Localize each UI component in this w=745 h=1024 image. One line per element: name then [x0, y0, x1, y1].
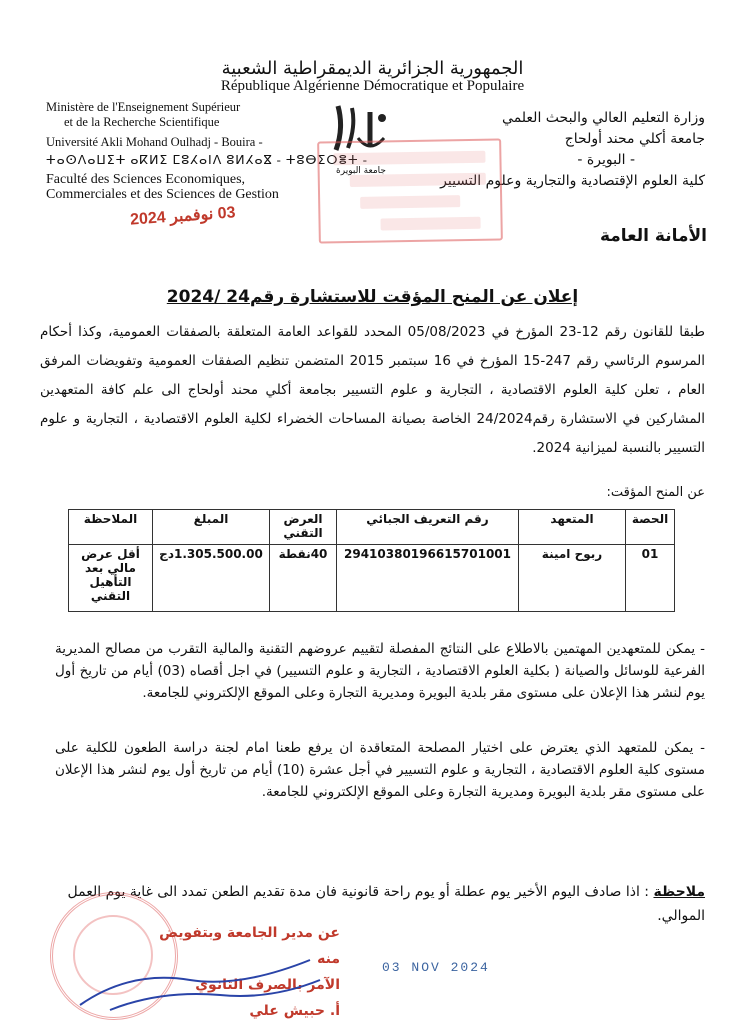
- university-name-tifinagh: ⵜⴰⵙⴷⴰⵡⵉⵜ ⴰⴽⵍⵉ ⵎⵓⵃⴰⵏⴷ ⵓⵍⵃⴰⴵ - ⵜⵓⴱⵉⵔⴻⵜ -: [46, 153, 368, 167]
- body-paragraph: [40, 318, 705, 463]
- republic-arabic: الجمهورية الجزائرية الديمقراطية الشعبية: [221, 58, 524, 79]
- date-stamp: 03 نوفمبر 2024: [129, 204, 237, 229]
- republic-french: République Algérienne Démocratique et Populaire: [220, 78, 525, 94]
- note-appeal-text: - يمكن للمتعهد الذي يعترض على اختيار المصلحة المتعاقدة ان يرفع طعنا امام لجنة دراسة الطعون للكلية على مستوى كلية العلوم الاقتصادية ، التجارية و علوم التسيير في أجل عشرة (10) أيام من تاريخ أول يوم لنشر هذا الإعلان على مستوى مقر بلدية البويرة ومديرية التجارة وعلى الموقع الإلكتروني للجامعة.: [55, 740, 705, 800]
- cell-bidder: ربوح امينة: [519, 545, 626, 612]
- col-technical: العرض التقني: [270, 510, 337, 545]
- table-header-row: [69, 510, 675, 545]
- cell-technical: 40نقطة: [270, 545, 337, 612]
- announcement-title: إعلان عن المنح المؤقت للاستشارة رقم24 /2024: [166, 287, 579, 307]
- col-lot: الحصة: [626, 510, 675, 545]
- ministry-line-2: et de la Recherche Scientifique: [64, 115, 220, 129]
- registration-stamp: [317, 138, 503, 243]
- award-table: [68, 509, 675, 612]
- signature-line-1: عن مدير الجامعة وبتفويض منه: [159, 925, 340, 967]
- col-amount: المبلغ: [153, 510, 270, 545]
- signature-line-3: أ. حبيش علي: [249, 1003, 340, 1019]
- cell-remark: أقل عرض مالي بعد التأهيل التقني: [69, 545, 153, 612]
- faculty-ar: كلية العلوم الإقتصادية والتجارية وعلوم التسيير: [440, 173, 705, 189]
- university-ar: جامعة أكلي محند أولحاج: [564, 131, 705, 147]
- note-appeal: [55, 737, 705, 803]
- remark-text: : اذا صادف اليوم الأخير يوم عطلة أو يوم راحة قانونية فان مدة تقديم الطعن تمدد الى غاية يوم العمل الموالي.: [67, 884, 705, 924]
- body-text: طبقا للقانون رقم 12-23 المؤرخ في 05/08/2023 المحدد للقواعد العامة المتعلقة بالصفقات العمومية، وكذا أحكام المرسوم الرئاسي رقم 247-15 المؤرخ في 16 سبتمبر 2015 المتضمن تنظيم الصفقات العمومية وتفويضات المرفق العام ، تعلن كلية العلوم الاقتصادية ، التجارية و علوم التسيير بجامعة أكلي محند أولحاج الى علم كافة المتعهدين المشاركين في الاستشارة رقم24/2024 الخاصة بصيانة المساحات الخضراء لكلية العلوم الاقتصادية ، التجارية و علوم التسيير بالنسبة لميزانية 2024.: [40, 324, 705, 456]
- ministry-line-1: Ministère de l'Enseignement Supérieur: [46, 100, 241, 114]
- cell-tax-id: 29410380196615701001: [337, 545, 519, 612]
- bottom-date-stamp: 03 NOV 2024: [382, 960, 490, 975]
- table-row: [69, 545, 675, 612]
- cell-amount: 1.305.500.00دج: [153, 545, 270, 612]
- handwritten-signature-icon: [70, 950, 330, 1020]
- note-results: [55, 638, 705, 704]
- col-remark: الملاحظة: [69, 510, 153, 545]
- table-intro: عن المنح المؤقت:: [606, 485, 705, 500]
- university-name-fr: Université Akli Mohand Oulhadj - Bouira -: [46, 135, 263, 149]
- faculty-line-1: Faculté des Sciences Economiques,: [46, 172, 246, 187]
- ministry-ar: وزارة التعليم العالي والبحث العلمي: [502, 110, 705, 126]
- col-bidder: المتعهد: [519, 510, 626, 545]
- signature-line-2: الآمر بالصرف الثانوي: [195, 977, 340, 993]
- city-ar: - البويرة -: [577, 152, 635, 168]
- col-tax-id: رقم التعريف الجبائي: [337, 510, 519, 545]
- cell-lot: 01: [626, 545, 675, 612]
- section-label: الأمانة العامة: [599, 226, 707, 246]
- faculty-line-2: Commerciales et des Sciences de Gestion: [46, 187, 279, 202]
- logo-caption: جامعة البويرة: [336, 166, 386, 176]
- remark-label: ملاحظة: [653, 884, 705, 900]
- note-results-text: - يمكن للمتعهدين المهتمين بالاطلاع على النتائج المفصلة لتقييم عروضهم التقنية والمالية التقرب من مصالح المديرية الفرعية للوسائل والصيانة ( بكلية العلوم الاقتصادية ، التجارية و علوم التسيير) في اجل أقصاه (03) أيام من تاريخ أول يوم لنشر هذا الإعلان على مستوى مقر بلدية البويرة ومديرية التجارة وعلى الموقع الإلكتروني للجامعة.: [55, 641, 705, 701]
